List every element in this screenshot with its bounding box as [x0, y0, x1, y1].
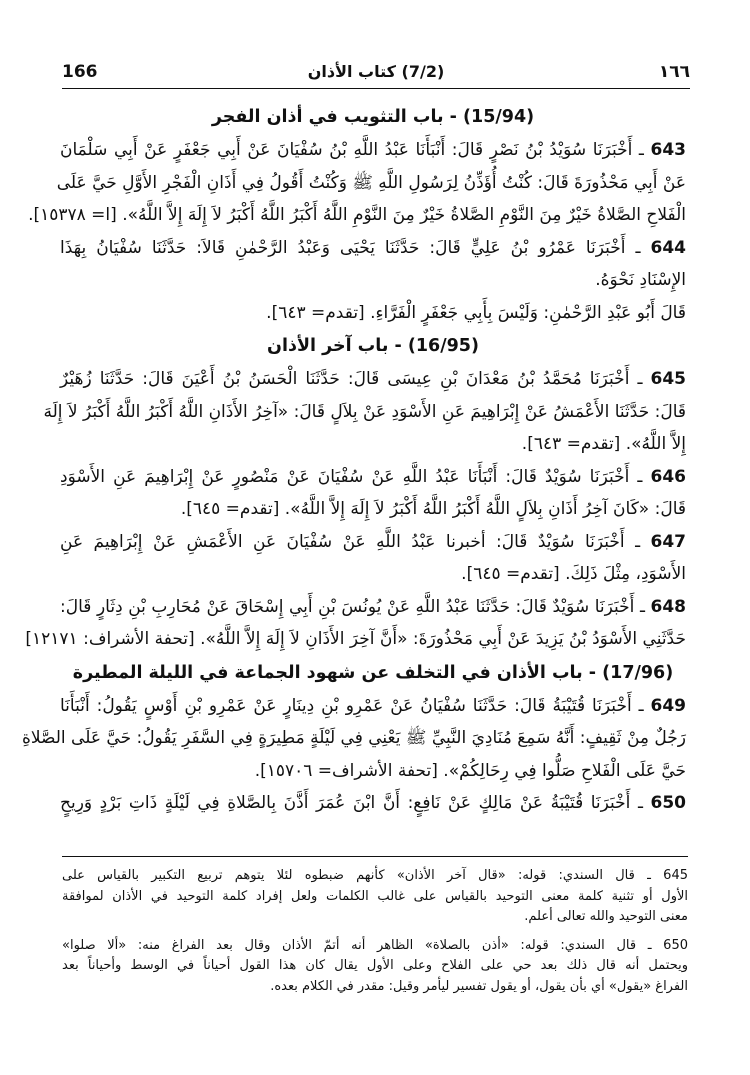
hadith-number: 645	[650, 369, 686, 389]
hadith-line: رَجُلٌ مِنْ ثَقِيفٍ: أَنَّهُ سَمِعَ مُنَادِيَ النَّبِيِّ ﷺ يَعْنِي فِي لَيْلَةٍ مَطِيرَةٍ فِي السَّفَرِ يَقُولُ: حَيَّ عَلَى الصَّلاةِ	[21, 728, 686, 748]
hadith-line: الأَسْوَدِ، مِثْلَ ذَلِكَ. [تقدم= ٦٤٥].	[461, 564, 686, 584]
hadith-line: 644 ـ أَخْبَرَنَا عَمْرُو بْنُ عَلِيٍّ قَالَ: حَدَّثَنَا يَحْيَى وَعَبْدُ الرَّحْمٰنِ قَالاَ: حَدَّثَنَا سُفْيَانُ بِهَذَا	[60, 237, 686, 258]
hadith-number: 649	[650, 695, 686, 716]
hadith-line: 650 ـ أَخْبَرَنَا قُتَيْبَةُ عَنْ مَالِكٍ عَنْ نَافِعٍ: أَنَّ ابْنَ عُمَرَ أَذَّنَ بِالصَّلاةِ فِي لَيْلَةٍ ذَاتِ بَرْدٍ وَرِيحٍ	[60, 793, 686, 813]
hadith-number: 643	[650, 140, 687, 160]
hadith-line: عَنْ أَبِي مَحْذُورَةَ قَالَ: كُنْتُ أُؤَذِّنُ لِرَسُولِ اللَّهِ ﷺ وَكُنْتُ أَقُولُ فِي أَذَانِ الْفَجْرِ الأَوَّلِ حَيَّ عَلَى	[56, 172, 686, 193]
hadith-line: حَدَّثَنِي الأَسْوَدُ بْنُ يَزِيدَ عَنْ أَبِي مَحْذُورَةَ: «أَنَّ آخِرَ الأَذَانِ لاَ إِلَهَ إِلاَّ اللَّهُ». [تحفة الأشراف: ١٢١٧١]	[25, 629, 686, 649]
page-number-arabic: ١٦٦	[658, 62, 690, 82]
footnote-line: معنى التوحيد والله تعالى أعلم.	[524, 909, 688, 924]
hadith-line: 643 ـ أَخْبَرَنَا سُوَيْدُ بْنُ نَصْرٍ قَالَ: أَنْبَأَنَا عَبْدُ اللَّهِ بْنُ سُفْيَانَ عَنْ أَبِي جَعْفَرٍ عَنْ أَبِي سَلْمَانَ	[60, 140, 687, 160]
chapter-heading: (17/96) - باب الأذان في التخلف عن شهود الجماعة في الليلة المطيرة	[72, 662, 674, 683]
hadith-number: 647	[650, 531, 686, 552]
hadith-line: قَالَ: «كَانَ آخِرُ أَذَانِ بِلاَلٍ اللَّهُ أَكْبَرُ اللَّهُ أَكْبَرُ لاَ إِلَهَ إِلاَّ اللَّهُ». [تقدم= ٦٤٥].	[180, 499, 686, 519]
hadith-line: قَالَ أَبُو عَبْدِ الرَّحْمٰنِ: وَلَيْسَ بِأَبِي جَعْفَرٍ الْفَرَّاءِ. [تقدم= ٦٤٣].	[266, 302, 686, 323]
hadith-line: الْفَلاحِ الصَّلاةُ خَيْرٌ مِنَ النَّوْمِ الصَّلاةُ خَيْرٌ مِنَ النَّوْمِ اللَّهُ أَكْبَرُ اللَّهُ أَكْبَرُ لاَ إِلَهَ إِلاَّ اللَّهُ». [ا= ١٥٣٧٨].	[28, 205, 686, 225]
footnote-gap	[62, 928, 688, 936]
hadith-number: 650	[650, 793, 686, 813]
footnote-line: 645 ـ قال السندي: قوله: «قال آخر الأذان» كأنهم ضبطوه لئلا يتوهم تربيع التكبير بالقياس على	[62, 868, 688, 883]
footnote-divider	[62, 856, 688, 857]
footnotes	[62, 866, 688, 997]
footnote-line: ويحتمل أنه قال ذلك بعد حي على الفلاح وعلى الأول يقال كان هذا القول أحياناً في الوسط وأحياناً بعد	[62, 958, 688, 973]
page-number-latin: 166	[62, 62, 98, 82]
hadith-line: الإِسْنَادِ نَحْوَهُ.	[595, 270, 686, 290]
hadith-line: 646 ـ أَخْبَرَنَا سُوَيْدٌ قَالَ: أَنْبَأَنَا عَبْدُ اللَّهِ عَنْ سُفْيَانَ عَنْ مَنْصُورٍ عَنْ إِبْرَاهِيمَ عَنِ الأَسْوَدِ	[60, 466, 687, 487]
page-header	[62, 60, 690, 89]
running-title: (7/2) كتاب الأذان	[307, 62, 445, 81]
footnote-line: 650 ـ قال السندي: قوله: «أذن بالصلاة» الظاهر أنه أتمّ الأذان وقال بعد الفراغ منه: «ألا صلوا»	[62, 937, 688, 953]
footnote-line: الأول أو تثنية كلمة معنى التوحيد بالقياس على غالب الكلمات ولعل إفراد كلمة التوحيد في الأذان لموافقة	[62, 888, 688, 904]
hadith-line: قَالَ: حَدَّثَنَا الأَعْمَشُ عَنْ إِبْرَاهِيمَ عَنِ الأَسْوَدِ عَنْ بِلاَلٍ قَالَ: «آخِرُ الأَذَانِ اللَّهُ أَكْبَرُ اللَّهُ أَكْبَرُ لاَ إِلَهَ	[43, 401, 686, 422]
hadith-line: 645 ـ أَخْبَرَنَا مُحَمَّدُ بْنُ مَعْدَانَ بْنِ عِيسَى قَالَ: حَدَّثَنَا الْحَسَنُ بْنُ أَعْيَنَ قَالَ: حَدَّثَنَا زُهَيْرٌ	[60, 369, 686, 389]
hadith-number: 644	[650, 237, 686, 258]
hadith-number: 648	[650, 596, 686, 617]
hadith-line: 647 ـ أَخْبَرَنَا سُوَيْدٌ قَالَ: أخبرنا عَبْدُ اللَّهِ عَنْ سُفْيَانَ عَنِ الأَعْمَشِ عَنْ إِبْرَاهِيمَ عَنِ	[60, 531, 686, 552]
chapter-heading: (16/95) - باب آخر الأذان	[267, 336, 479, 356]
chapter-heading: (15/94) - باب التثويب في أذان الفجر	[211, 107, 535, 127]
footnote-line: الفراغ «يقول» أي بأن يقول، أو يقول تفسير ليأمر وقيل: مقدر في الكلام بعده.	[270, 978, 688, 994]
hadith-line: إِلاَّ اللَّهُ». [تقدم= ٦٤٣].	[521, 434, 686, 454]
hadith-line: 649 ـ أَخْبَرَنَا قُتَيْبَةُ قَالَ: حَدَّثَنَا سُفْيَانُ عَنْ عَمْرِو بْنِ دِينَارٍ عَنْ عَمْرِو بْنِ أَوْسٍ يَقُولُ: أَنْبَأَنَا	[60, 695, 686, 716]
hadith-line: حَيَّ عَلَى الْفَلاحِ صَلُّوا فِي رِحَالِكُمْ». [تحفة الأشراف= ١٥٧٠٦].	[254, 760, 686, 781]
hadith-line: 648 ـ أَخْبَرَنَا سُوَيْدٌ قَالَ: حَدَّثَنَا عَبْدُ اللَّهِ عَنْ يُونُسَ بْنِ أَبِي إِسْحَاقَ عَنْ مُحَارِبِ بْنِ دِثَارٍ قَالَ:	[60, 596, 686, 617]
hadith-number: 646	[650, 466, 687, 487]
main-text	[21, 100, 687, 820]
